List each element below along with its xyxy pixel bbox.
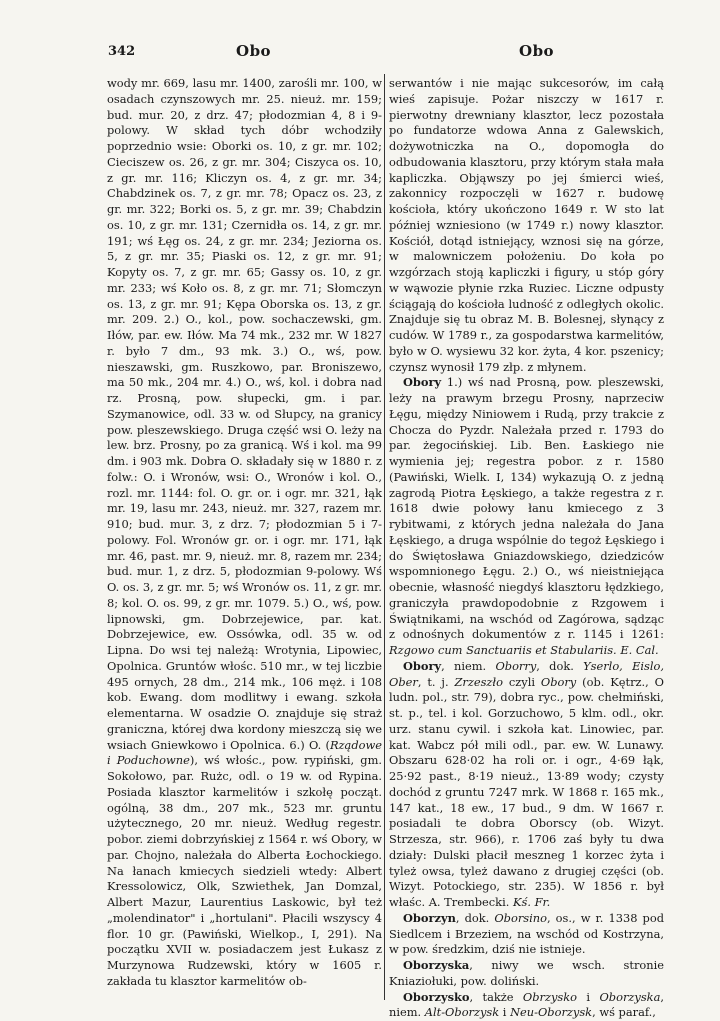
- entry-italic: Rządowe i Poduchowne: [107, 738, 382, 768]
- entry-oborzyska: [389, 958, 664, 990]
- running-head-right: Obo: [519, 42, 554, 60]
- entry-headword: Oborzysko: [403, 990, 469, 1004]
- entry-text: ), wś włośc., pow. rypiński, gm. Sokołowo, par. Rużc, odl. o 19 w. od Rypina. Posiada klasztor karmelitów i szkołę począt. ogólną, 38 dm., 207 mk., 523 mr. gruntu użytecznego, 20 mr. nieuż. Według regestr. pobor. ziemi dobrzyńskiej z 1564 r. wś Obory, w par. Chojno, należała do Alberta Łochockiego. Na łanach kmiecych siedzieli wtedy: Albert Kressolowicz, Olk, Szwiethek, Jan Domzal, Albert Mazur, Laurentius Laskowic, był też „molendinator" i „hortulani". Płacili wszyscy 4 flor. 10 gr. (Pawiński, Wielkop., I, 291). Na początku XVII w. posiadaczem jest Łukasz z Murzynowa Rudzewski, który w 1605 r. zakłada tu klasztor karmelitów ob-: [107, 753, 382, 988]
- entry-text: , t. j.: [418, 675, 455, 689]
- entry-headword: Obory: [403, 375, 441, 389]
- left-column: [107, 76, 382, 1004]
- entry-obory-2: [389, 659, 664, 911]
- entry-text: , os., w r. 1338 pod Siedlcem i Brzeziem, na wschód od Kostrzyna, w pow. średzkim, dziś nie istnieje.: [389, 911, 664, 957]
- entry-text: , dok.: [536, 659, 583, 673]
- entry-oborzyn: [389, 911, 664, 958]
- entry-signature: Kś. Fr.: [513, 895, 550, 909]
- entry-text: , niem.: [441, 659, 495, 673]
- entry-text: czyli: [503, 675, 541, 689]
- entry-italic: Obrzysko: [523, 990, 577, 1004]
- entry-italic: Alt-Oborzysk: [425, 1005, 499, 1019]
- entry-signature: E. Cal.: [620, 643, 658, 657]
- entry-text: , dok.: [456, 911, 494, 925]
- page-number: 342: [108, 44, 135, 59]
- entry-italic: Yserlo, Eislo, Ober: [389, 659, 664, 689]
- entry-headword: Oborzyn: [403, 911, 456, 925]
- entry-continuation: serwantów i nie mając sukcesorów, im całą wieś zapisuje. Pożar niszczy w 1617 r. pierwotny drewniany klasztor, lecz pozostała po fundatorze wdowa Anna z Galewskich, dożywotniczka na O., dopomogła do odbudowania klasztoru, przy którym stała mała kapliczka. Objąwszy po jej śmierci wieś, zakonnicy rozpoczęli w 1627 r. budowę kościoła, który ukończono 1649 r. W sto lat później wzniesiono (w 1749 r.) nowy klasztor. Kościół, dotąd istniejący, wznosi się na górze, w malowniczem położeniu. Do koła po wzgórzach stoją kapliczki i figury, u stóp góry w wąwozie płynie rzka Ruziec. Liczne odpusty ściągają do kościoła ludność z odległych okolic. Znajduje się tu obraz M. B. Bolesnej, słynący z cudów. W 1789 r., za gospodarstwa karmelitów, było w O. wysiewu 32 kor. żyta, 4 kor. pszenicy; czynsz wynosił 179 złp. z młynem.: [389, 76, 664, 375]
- entry-italic: Oborry: [495, 659, 536, 673]
- entry-italic: Zrzeszło: [454, 675, 503, 689]
- entry-obory-1: [389, 375, 664, 659]
- entry-latin: Rzgowo cum Sanctuariis et Stabulariis.: [389, 643, 617, 657]
- entry-text: i: [577, 990, 599, 1004]
- entry-oborzysko: [389, 990, 664, 1021]
- entry-text: , niwy we wsch. stronie Kniaziołuki, pow. doliński.: [389, 958, 664, 988]
- entry-text: wody mr. 669, lasu mr. 1400, zarośli mr. 100, w osadach czynszowych mr. 25. nieuż. mr. 159; bud. mur. 20, z drz. 47; płodozmian 4, 8 i 9-polowy. W skład tych dóbr wchodziły poprzednio wsie: Oborki os. 10, z gr. mr. 102; Cieciszew os. 26, z gr. mr. 304; Ciszyca os. 10, z gr. mr. 116; Kliczyn os. 4, z gr. mr. 34; Chabdzinek os. 7, z gr. mr. 78; Opacz os. 23, z gr. mr. 322; Borki os. 5, z gr. mr. 39; Chabdzin os. 10, z gr. mr. 131; Czernidła os. 14, z gr. mr. 191; wś Łęg os. 24, z gr. mr. 234; Jeziorna os. 5, z gr. mr. 35; Piaski os. 12, z gr. mr. 91; Kopyty os. 7, z gr. mr. 65; Gassy os. 10, z gr. mr. 233; wś Koło os. 8, z gr. mr. 71; Słomczyn os. 13, z gr. mr. 91; Kępa Oborska os. 13, z gr. mr. 209. 2.) O., kol., pow. sochaczewski, gm. Iłów, par. ew. Iłów. Ma 74 mk., 232 mr. W 1827 r. było 7 dm., 93 mk. 3.) O., wś, pow. nieszawski, gm. Ruszkowo, par. Broniszewo, ma 50 mk., 204 mr. 4.) O., wś, kol. i dobra nad rz. Prosną, pow. słupecki, gm. i par. Szymanowice, odl. 33 w. od Słupcy, na granicy pow. pleszewskiego. Druga część wsi O. leży na lew. brz. Prosny, po za granicą. Wś i kol. ma 99 dm. i 903 mk. Dobra O. składały się w 1880 r. z folw.: O. i Wronów, wsi: O., Wronów i kol. O., rozl. mr. 1144: fol. O. gr. or. i ogr. mr. 321, łąk mr. 19, lasu mr. 243, nieuż. mr. 327, razem mr. 910; bud. mur. 3, z drz. 7; płodozmian 5 i 7-polowy. Fol. Wronów gr. or. i ogr. mr. 171, łąk mr. 46, past. mr. 9, nieuż. mr. 8, razem mr. 234; bud. mur. 1, z drz. 5, płodozmian 9-polowy. Wś O. os. 3, z gr. mr. 5; wś Wronów os. 11, z gr. mr. 8; kol. O. os. 99, z gr. mr. 1079. 5.) O., wś, pow. lipnowski, gm. Dobrzejewice, par. kat. Dobrzejewice, ew. Ossówka, odl. 35 w. od Lipna. Do wsi tej należą: Wrotynia, Lipowiec, Opolnica. Gruntów włośc. 510 mr., w tej liczbie 495 ornych, 28 dm., 214 mk., 106 męż. i 108 kob. Ewang. dom modlitwy i ewang. szkoła elementarna. W osadzie O. znajduje się straż graniczna, której dwa kordony mieszczą się we wsiach Gniewkowo i Opolnica. 6.) O. (: [107, 76, 382, 752]
- entry-text: 1.) wś nad Prosną, pow. pleszewski, leży na prawym brzegu Prosny, naprzeciw Łęgu, między Niniowem i Rudą, przy trakcie z Chocza do Pyzdr. Należała przed r. 1793 do par. żegocińskiej. Lib. Ben. Łaskiego nie wymienia jej; regestra pobor. z r. 1580 (Pawiński, Wielk. I, 134) wykazują O. z jedną zagrodą Piotra Łęskiego, a także regestra z r. 1618 dwie połowy łanu kmiecego z 3 rybitwami, z których jedna należała do Jana Łęskiego, a druga wspólnie do tegoż Łęskiego i do Świętosława Gniazdowskiego, dziedziców wspomnionego Łęgu. 2.) O., wś nieistniejąca obecnie, własność niegdyś klasztoru łędzkiego, graniczyła prawdopodobnie z Rzgowem i Świątnikami, na wschód od Zagórowa, sądząc z odnośnych dokumentów z r. 1145 i 1261:: [389, 375, 664, 641]
- entry-italic: Obory: [541, 675, 576, 689]
- entry-text: , także: [469, 990, 522, 1004]
- entry-text: , niem.: [389, 990, 664, 1020]
- running-head-left: Obo: [236, 42, 271, 60]
- entry-continuation: [107, 76, 382, 990]
- entry-headword: Oborzyska: [403, 958, 469, 972]
- entry-italic: Oborsino: [494, 911, 547, 925]
- entry-headword: Obory: [403, 659, 441, 673]
- entry-italic: Neu-Oborzysk: [510, 1005, 592, 1019]
- entry-text: i: [499, 1005, 510, 1019]
- entry-text: (ob. Kętrz., O ludn. pol., str. 79), dobra ryc., pow. chełmiński, st. p., tel. i kol. Gorzuchowo, 5 klm. odl., okr. urz. stanu cywil. i szkoła kat. Linowiec, par. kat. Wabcz pół mili odl., par. ew. W. Lunawy. Obszaru 628·02 ha roli or. i ogr., 4·69 łąk, 25·92 past., 8·19 nieuż., 13·89 wody; czysty dochód z gruntu 7247 mrk. W 1868 r. 165 mk., 147 kat., 18 ew., 17 bud., 9 dm. W 1667 r. posiadali te dobra Oborscy (ob. Wizyt. Strzesza, str. 966), r. 1706 zaś były tu dwa działy: Dulski płacił meszneg 1 korzec żyta i tyleż owsa, tyleż dawano z drugiej części (ob. Wizyt. Potockiego, str. 235). W 1856 r. był właśc. A. Trembecki.: [389, 675, 664, 910]
- column-divider: [384, 74, 385, 1000]
- entry-text: , wś paraf.,: [592, 1005, 656, 1019]
- right-column: [389, 76, 664, 1004]
- entry-italic: Oborzyska: [599, 990, 660, 1004]
